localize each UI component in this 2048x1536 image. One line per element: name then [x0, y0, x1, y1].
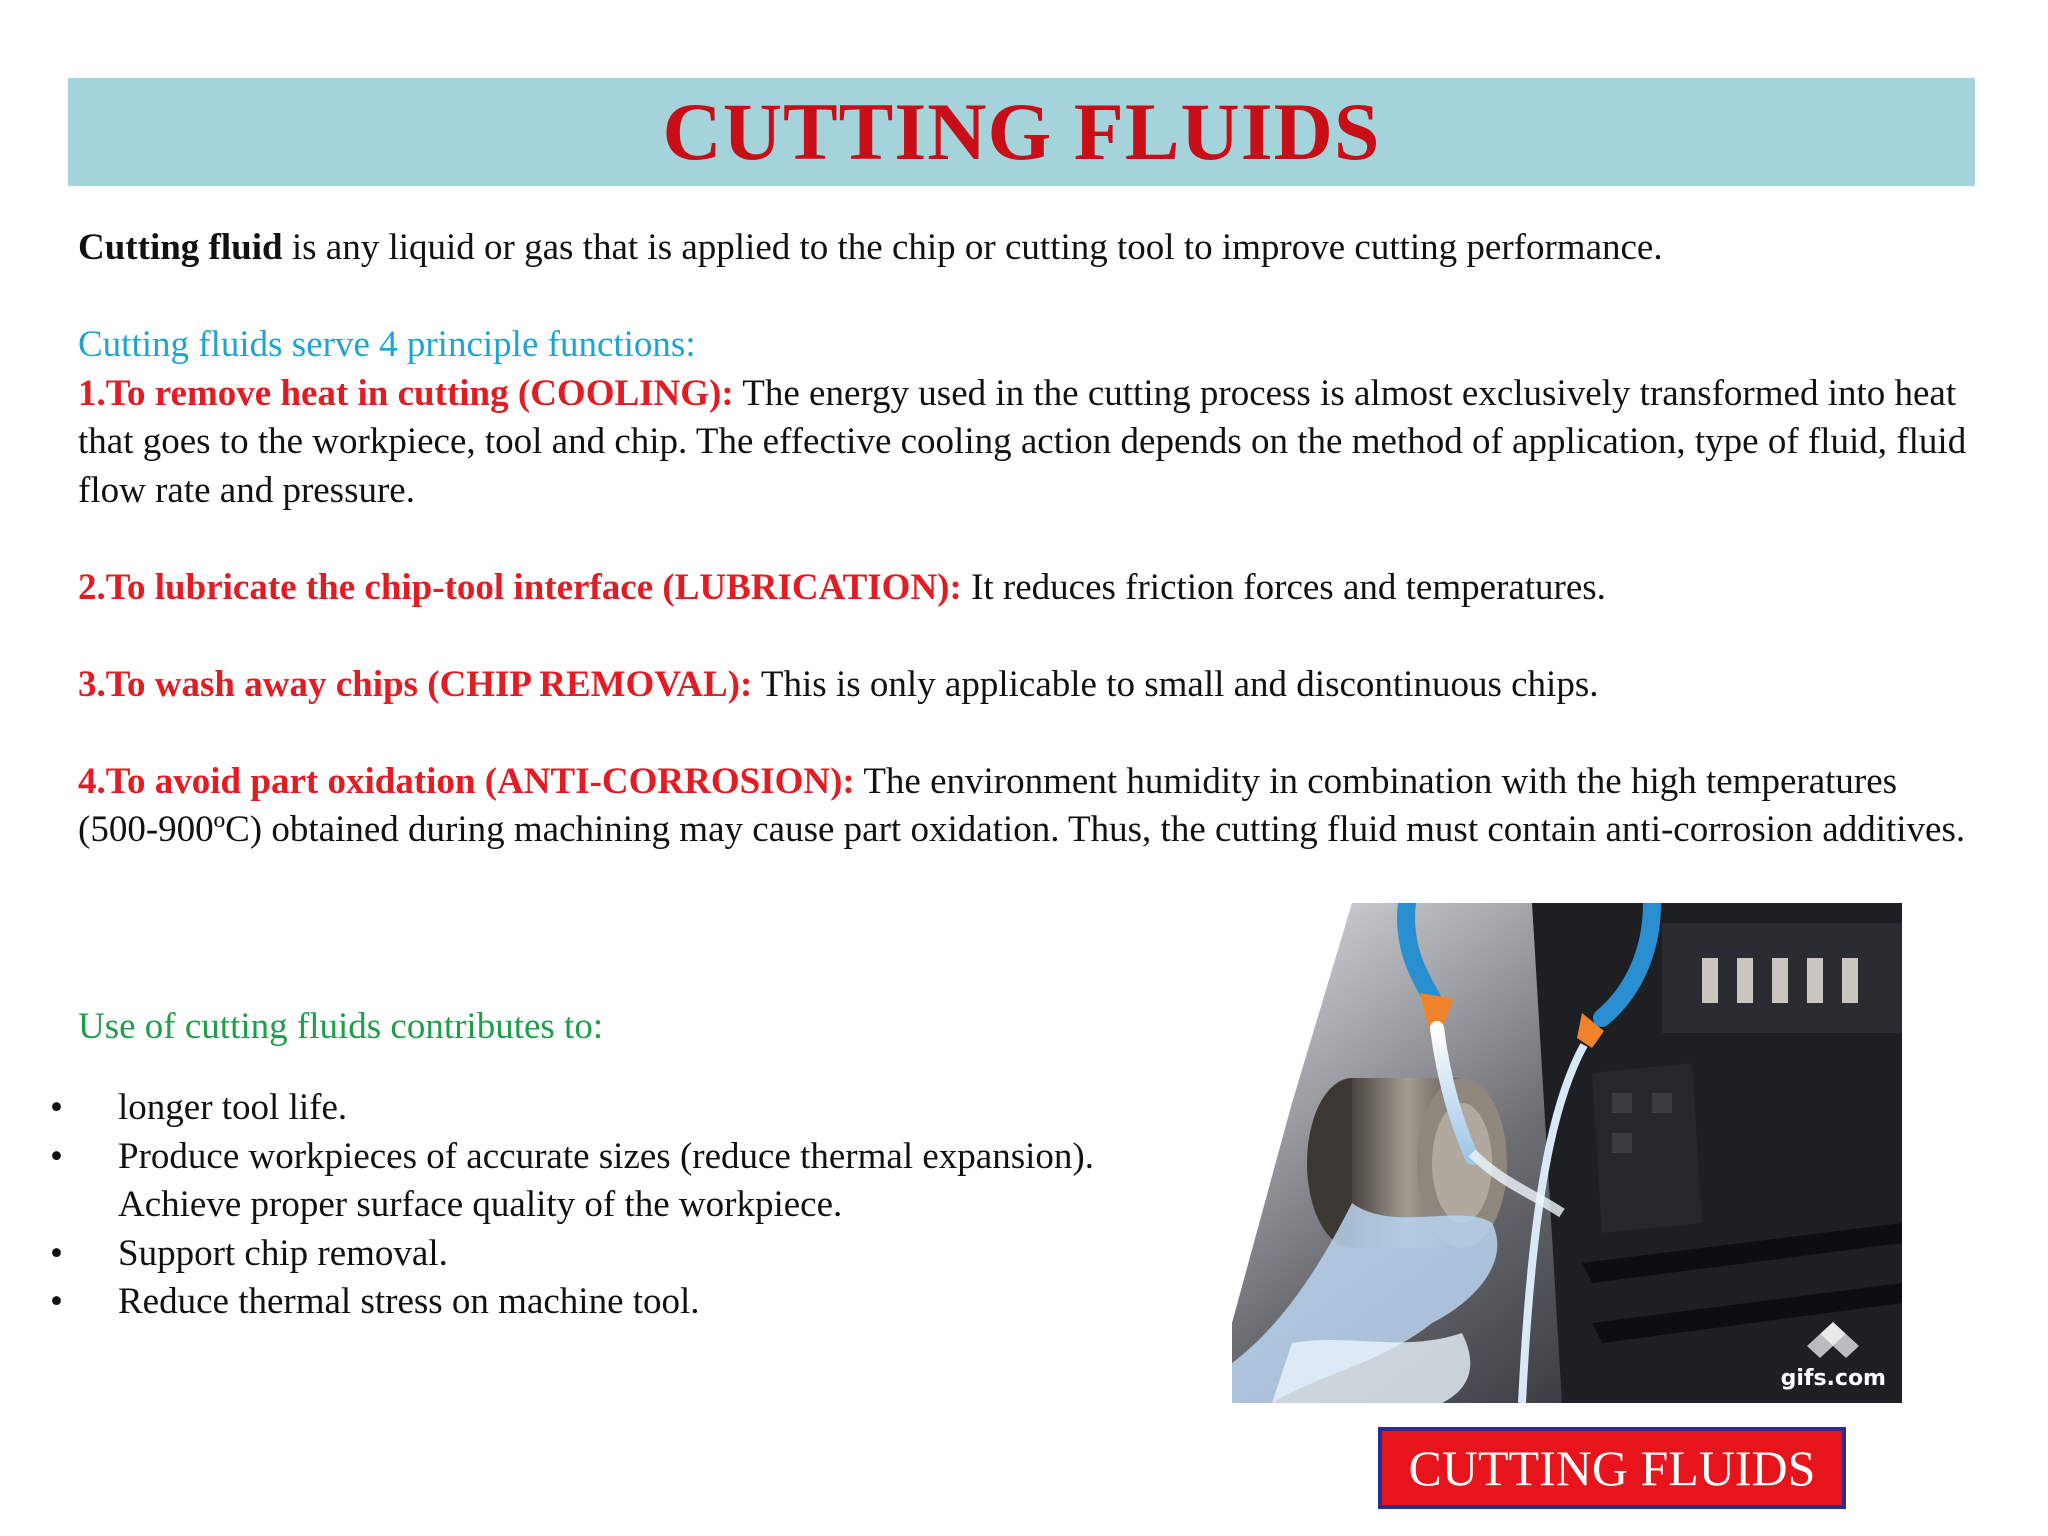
- function-lubrication: [78, 564, 1983, 613]
- function-text: The environment humidity in combination with the high temperatures (500-900ºC) obtained during machining may cause part oxidation. Thus, the cutting fluid must contain anti-corrosion additives.: [78, 760, 1966, 850]
- list-item: [44, 1230, 1224, 1279]
- definition-term: Cutting fluid: [78, 227, 283, 268]
- functions-intro: Cutting fluids serve 4 principle functions:: [78, 324, 696, 365]
- machining-animation: [1232, 903, 1902, 1403]
- list-item-text: Support chip removal.: [118, 1232, 448, 1274]
- function-heading: 4.To avoid part oxidation (ANTI-CORROSION):: [78, 760, 855, 802]
- function-cooling: [78, 370, 1983, 516]
- list-item: [44, 1084, 1224, 1133]
- function-text: The energy used in the cutting process is almost exclusively transformed into heat that goes to the workpiece, tool and chip. The effective cooling action depends on the method of application, type of fluid, fluid flow rate and pressure.: [78, 372, 1967, 511]
- bullet-dot: •: [50, 1087, 63, 1128]
- function-heading: 3.To wash away chips (CHIP REMOVAL):: [78, 663, 753, 705]
- list-item: [44, 1133, 1224, 1230]
- benefits-list: [44, 1084, 1224, 1327]
- main-content: [78, 224, 1983, 855]
- definition-paragraph: [78, 224, 1983, 273]
- bullet-dot: •: [50, 1232, 63, 1274]
- cutting-fluids-button[interactable]: CUTTING FLUIDS: [1378, 1427, 1846, 1509]
- function-text: This is only applicable to small and discontinuous chips.: [752, 663, 1599, 705]
- watermark-text: gifs.com: [1780, 1366, 1886, 1391]
- gifs-watermark: [1781, 1320, 1886, 1391]
- function-anti-corrosion: [78, 758, 1983, 855]
- definition-text: is any liquid or gas that is applied to the chip or cutting tool to improve cutting performance.: [282, 227, 1663, 268]
- list-item-text: Achieve proper surface quality of the workpiece.: [118, 1184, 843, 1225]
- gifs-logo-icon: [1806, 1320, 1860, 1364]
- contributes-intro: Use of cutting fluids contributes to:: [78, 1006, 604, 1047]
- bullet-dot: •: [50, 1135, 63, 1177]
- bullet-dot: •: [50, 1281, 63, 1322]
- list-item-text: Produce workpieces of accurate sizes (reduce thermal expansion).: [118, 1135, 1094, 1177]
- function-heading: 1.To remove heat in cutting (COOLING):: [78, 372, 734, 414]
- list-item: [44, 1278, 1224, 1327]
- function-text: It reduces friction forces and temperatures.: [961, 566, 1606, 608]
- page-title: CUTTING FLUIDS: [662, 86, 1381, 177]
- title-bar: [68, 78, 1975, 186]
- function-chip-removal: [78, 661, 1983, 710]
- list-item-text: longer tool life.: [118, 1087, 348, 1128]
- list-item-text: Reduce thermal stress on machine tool.: [118, 1281, 700, 1322]
- function-heading: 2.To lubricate the chip-tool interface (LUBRICATION):: [78, 566, 962, 608]
